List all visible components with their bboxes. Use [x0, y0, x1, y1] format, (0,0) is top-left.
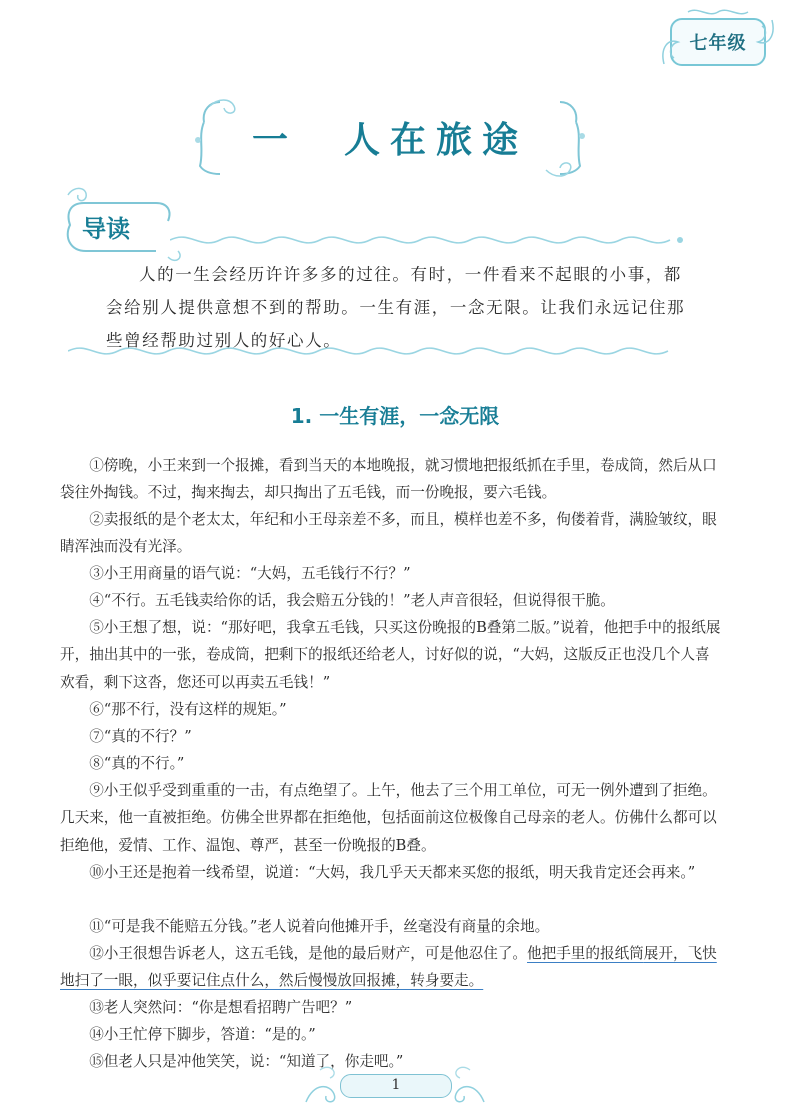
- paragraph-7: ⑦“真的不行？”: [89, 728, 192, 745]
- section-title: 1. 一生有涯，一念无限: [290, 404, 500, 428]
- paragraph-12-underlined-start: 他把手里的报纸筒: [527, 945, 644, 962]
- paragraph-9: ⑨小王似乎受到重重的一击，有点绝望了。上午，他去了三个用工单位，可无一例外遭到了拒绝。几天来，他一直被拒绝。仿佛全世界都在拒绝他，包括面前这位极像自己母亲的老人。仿佛什么都可以拒绝他，爱情、工作、温饱、尊严，甚至一份晚报的B叠。: [60, 782, 717, 854]
- paragraph-13: ⑬老人突然问：“你是想看招聘广告吧？”: [89, 999, 353, 1016]
- paragraph-12-text: ⑫小王很想告诉老人，这五毛钱，是他的最后财产，可是他忍住了。: [89, 945, 528, 962]
- guide-label: 导读: [82, 215, 130, 243]
- paragraph-4: ④“不行。五毛钱卖给你的话，我会赔五分钱的！”老人声音很轻，但说得很干脆。: [89, 592, 615, 609]
- page-number: 1: [391, 1077, 401, 1093]
- guide-label-box: [72, 205, 172, 245]
- paragraph-15: ⑮但老人只是冲他笑笑，说：“知道了，你走吧。”: [89, 1053, 404, 1070]
- paragraph-11: ⑪“可是我不能赔五分钱。”老人说着向他摊开手，丝毫没有商量的余地。: [89, 918, 550, 935]
- paragraph-10: ⑩小王还是抱着一线希望，说道：“大妈，我几乎天天都来买您的报纸，明天我肯定还会再来。”: [89, 864, 696, 881]
- grade-label: 七年级: [689, 33, 747, 54]
- paragraph-8: ⑧“真的不行。”: [89, 755, 185, 772]
- top-swirl-divider-icon: [170, 228, 690, 252]
- chapter-title-banner: [190, 96, 590, 180]
- paragraph-12: [60, 940, 722, 995]
- paragraph-6: ⑥“那不行，没有这样的规矩。”: [89, 701, 287, 718]
- page-number-badge: [340, 1074, 452, 1098]
- grade-badge: [670, 18, 766, 66]
- guide-text: 人的一生会经历许许多多的过往。有时，一件看来不起眼的小事，都会给别人提供意想不到的帮助。一生有涯，一念无限。让我们永远记住那些曾经帮助过别人的好心人。: [106, 265, 686, 350]
- paragraph-14: ⑭小王忙停下脚步，答道：“是的。”: [89, 1026, 316, 1043]
- bottom-swirl-divider-icon: [68, 340, 688, 362]
- paragraph-5: ⑤小王想了想，说：“那好吧，我拿五毛钱，只买这份晚报的B叠第二版。”说着，他把手中的报纸展开，抽出其中的一张，卷成筒，把剩下的报纸还给老人，讨好似的说，“大妈，这版反正也没几个人喜欢看，剩下这沓，您还可以再卖五毛钱！”: [60, 619, 721, 691]
- paragraph-12-underlined-end: 展开，飞快地扫了一眼，似乎要记住点什么，然后慢慢放回报摊，转身要走。: [60, 945, 717, 990]
- paragraph-2: ②卖报纸的是个老太太，年纪和小王母亲差不多，而且，模样也差不多，佝偻着背，满脸皱纹，眼睛浑浊而没有光泽。: [60, 511, 717, 556]
- paragraph-1: ①傍晚，小王来到一个报摊，看到当天的本地晚报，就习惯地把报纸抓在手里，卷成筒，然后从口袋往外掏钱。不过，掏来掏去，却只掏出了五毛钱，而一份晚报，要六毛钱。: [60, 457, 717, 502]
- paragraph-3: ③小王用商量的语气说：“大妈，五毛钱行不行？”: [89, 565, 411, 582]
- chapter-title: 一 人在旅途: [251, 120, 528, 161]
